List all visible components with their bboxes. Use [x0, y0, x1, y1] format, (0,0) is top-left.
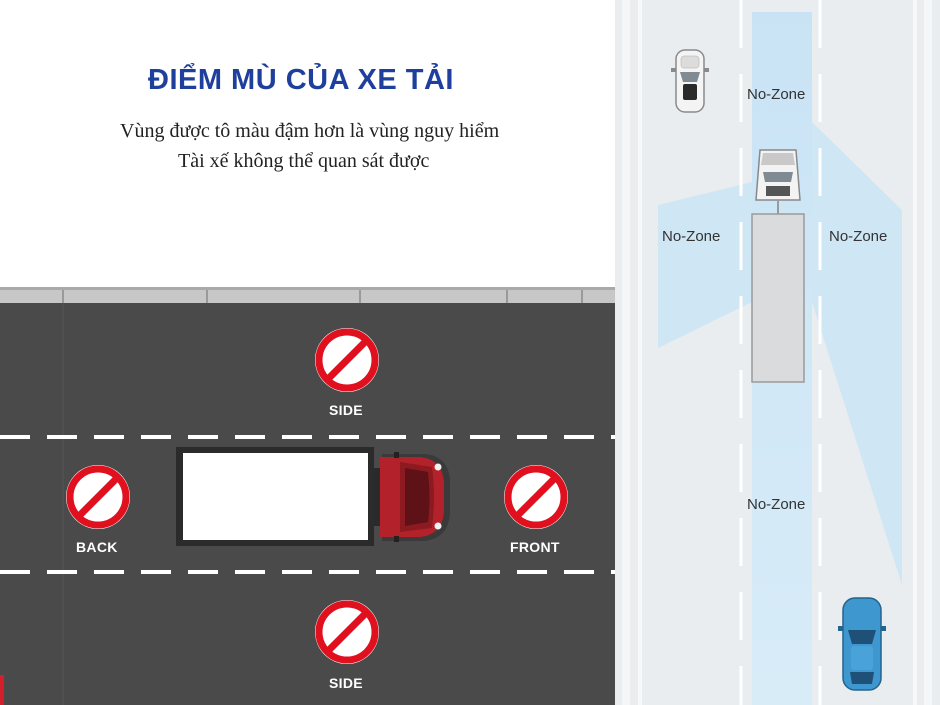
truck-trailer	[752, 214, 804, 382]
truck-trailer	[183, 453, 368, 540]
nozone-label-right: No-Zone	[829, 228, 888, 245]
no-entry-icon	[315, 328, 379, 392]
road-scene	[0, 287, 615, 705]
truck-topdown	[752, 150, 804, 382]
label-side-bottom: SIDE	[329, 675, 363, 691]
car-top-left	[671, 50, 709, 112]
nozone-label-bottom: No-Zone	[747, 496, 806, 513]
no-entry-icon	[504, 465, 568, 529]
label-side-top: SIDE	[329, 402, 363, 418]
nozone-diagram	[615, 0, 940, 705]
no-entry-icon	[315, 600, 379, 664]
page-title: ĐIỂM MÙ CỦA XE TẢI	[148, 64, 454, 96]
nozone-label-left: No-Zone	[662, 228, 721, 245]
truck-topview	[176, 447, 450, 546]
no-entry-icon	[66, 465, 130, 529]
subtitle-line-1: Vùng được tô màu đậm hơn là vùng nguy hiểm	[120, 120, 500, 142]
nozone-label-top: No-Zone	[747, 86, 806, 103]
label-front: FRONT	[510, 539, 560, 555]
subtitle-line-2: Tài xế không thể quan sát được	[178, 150, 430, 172]
label-back: BACK	[76, 539, 118, 555]
car-bottom-right	[838, 598, 886, 690]
